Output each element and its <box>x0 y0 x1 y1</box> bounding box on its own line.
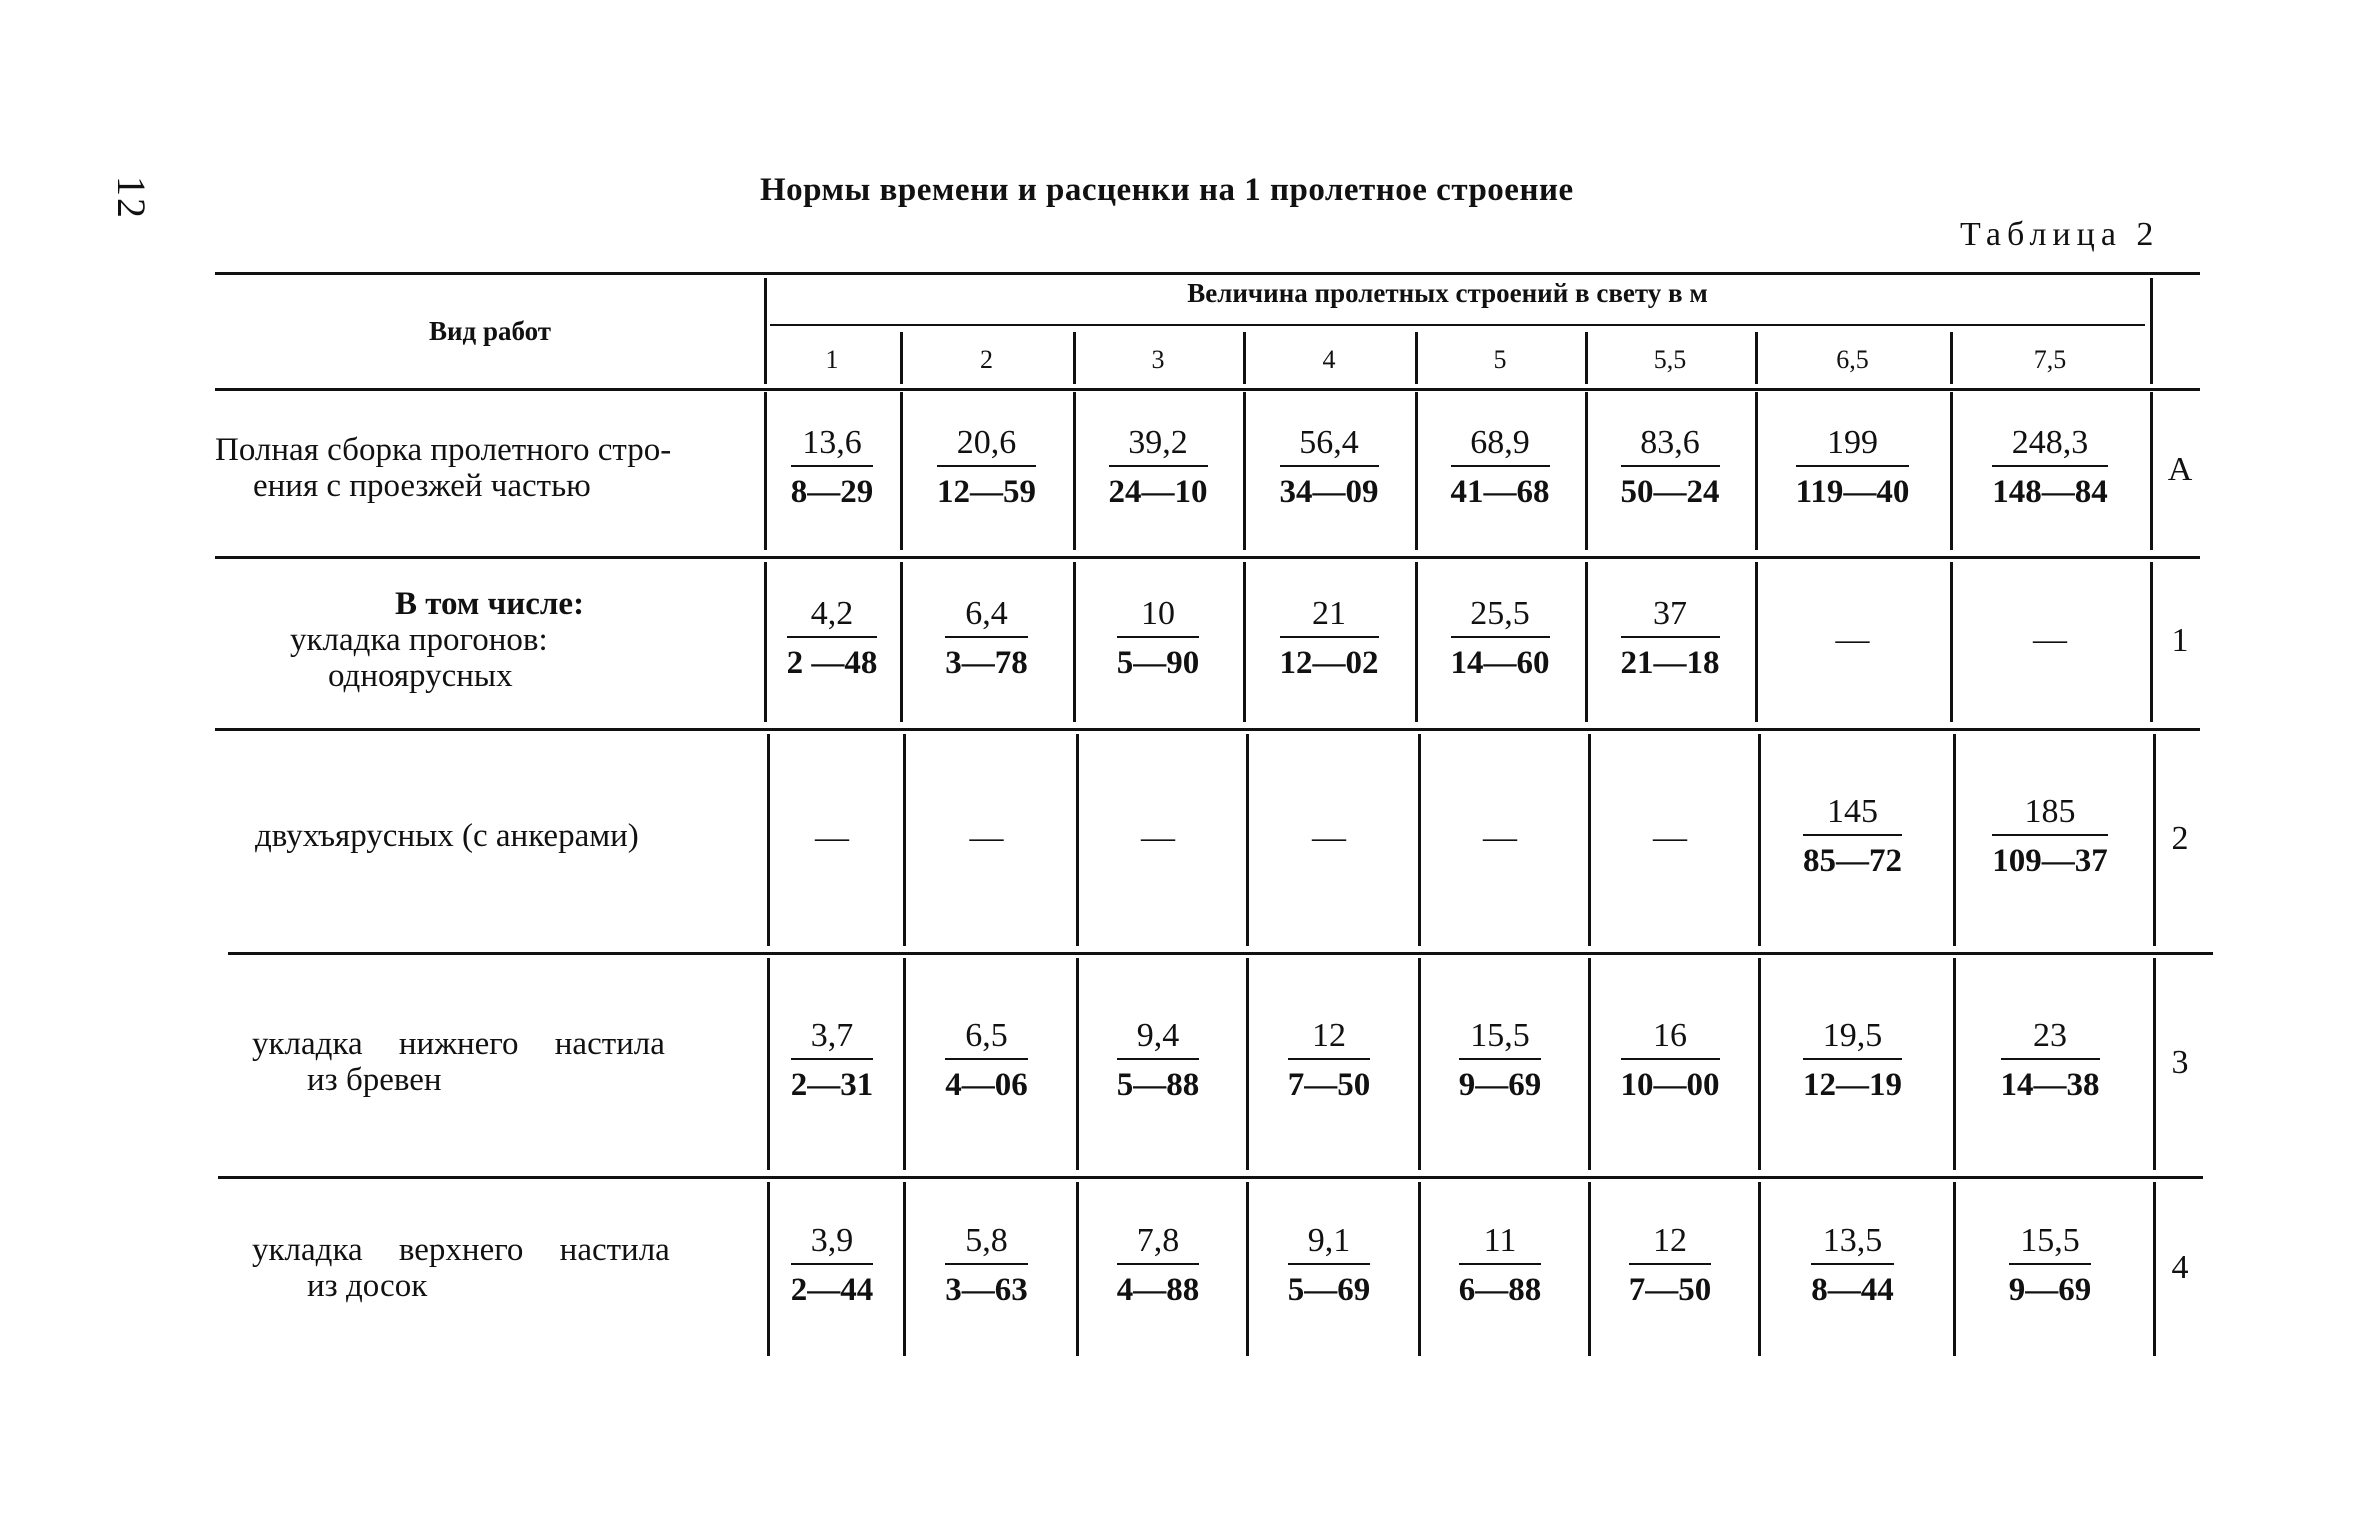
header-work-type: Вид работ <box>428 316 552 346</box>
table-cell <box>1415 818 1585 858</box>
col-divider <box>2150 562 2153 722</box>
norm-fraction <box>1803 1014 1902 1110</box>
table-cell <box>1950 1014 2150 1110</box>
row-label-line: одноярусных <box>328 658 513 694</box>
price-rate: 9—69 <box>1458 1067 1542 1103</box>
price-rate: 85—72 <box>1803 843 1902 879</box>
time-norm: 4,2 <box>787 592 878 638</box>
norm-fraction <box>2001 1014 2100 1110</box>
col-divider <box>1585 332 1588 384</box>
norm-fraction <box>791 421 874 517</box>
col-divider <box>1073 332 1076 384</box>
norm-fraction <box>2009 1219 2092 1315</box>
time-norm: 6,5 <box>945 1014 1028 1060</box>
col-divider <box>2150 278 2153 384</box>
table-cell <box>764 1219 900 1315</box>
table-cell <box>1950 790 2150 886</box>
price-rate: 12—19 <box>1803 1067 1902 1103</box>
row-label <box>252 1232 740 1304</box>
price-rate: 7—50 <box>1287 1067 1371 1103</box>
table-cell <box>1243 1219 1415 1315</box>
time-norm: 11 <box>1459 1219 1542 1265</box>
norm-fraction <box>1621 421 1720 517</box>
time-norm: 16 <box>1621 1014 1720 1060</box>
col-divider <box>1243 332 1246 384</box>
price-rate: 3—63 <box>945 1272 1028 1308</box>
norm-fraction <box>1621 1014 1720 1110</box>
table-cell <box>1243 818 1415 858</box>
table-cell <box>764 421 900 517</box>
time-norm: 5,8 <box>945 1219 1028 1265</box>
row-separator <box>215 556 2200 559</box>
price-rate: 41—68 <box>1450 474 1550 510</box>
time-norm: 12 <box>1288 1014 1371 1060</box>
norm-fraction <box>1992 790 2108 886</box>
empty-dash: — <box>1141 819 1175 856</box>
column-header: 2 <box>980 345 993 374</box>
empty-dash: — <box>969 819 1004 856</box>
row-label-line: из досок <box>307 1268 428 1304</box>
column-header: 5,5 <box>1653 345 1687 374</box>
table-cell <box>1415 592 1585 688</box>
empty-dash: — <box>1835 621 1870 658</box>
time-norm: 6,4 <box>945 592 1028 638</box>
price-rate: 12—02 <box>1279 645 1379 681</box>
column-header: 4 <box>1322 345 1336 374</box>
row-code: А <box>2167 451 2193 488</box>
table-cell <box>1755 1219 1950 1315</box>
time-norm: 7,8 <box>1117 1219 1200 1265</box>
page-title: Нормы времени и расценки на 1 пролетное строение <box>760 172 1574 208</box>
table-cell <box>900 1219 1073 1315</box>
header-group-rule <box>770 324 2145 326</box>
header-span-group: Величина пролетных строений в свету в м <box>1187 278 1708 308</box>
norm-fraction <box>937 421 1036 517</box>
price-rate: 9—69 <box>2008 1272 2092 1308</box>
price-rate: 14—38 <box>2000 1067 2100 1103</box>
table-cell <box>1415 421 1585 517</box>
table-cell <box>1415 1014 1585 1110</box>
col-divider <box>2153 958 2156 1170</box>
column-header: 3 <box>1151 345 1165 374</box>
time-norm: 13,5 <box>1811 1219 1894 1265</box>
page-number: 12 <box>109 176 154 220</box>
row-label-line: из бревен <box>307 1062 442 1098</box>
norm-fraction <box>791 1014 874 1110</box>
norm-fraction <box>1117 592 1200 688</box>
time-norm: 15,5 <box>1459 1014 1542 1060</box>
price-rate: 3—78 <box>945 645 1028 681</box>
norm-fraction <box>1459 1014 1542 1110</box>
time-norm: 3,7 <box>791 1014 874 1060</box>
time-norm: 20,6 <box>937 421 1036 467</box>
price-rate: 2—44 <box>790 1272 874 1308</box>
row-label <box>215 432 755 504</box>
price-rate: 24—10 <box>1108 474 1208 510</box>
norm-fraction <box>1796 421 1910 517</box>
price-rate: 119—40 <box>1795 474 1910 510</box>
table-cell <box>1755 790 1950 886</box>
empty-dash: — <box>1483 819 1517 856</box>
table-cell <box>1585 592 1755 688</box>
price-rate: 148—84 <box>1992 474 2108 510</box>
price-rate: 12—59 <box>937 474 1036 510</box>
price-rate: 6—88 <box>1458 1272 1542 1308</box>
table-cell <box>1073 1014 1243 1110</box>
price-rate: 14—60 <box>1450 645 1550 681</box>
time-norm: 83,6 <box>1621 421 1720 467</box>
price-rate: 5—90 <box>1116 645 1200 681</box>
table-cell <box>1243 1014 1415 1110</box>
row-label-line: укладка прогонов: <box>290 622 548 658</box>
norm-fraction <box>945 592 1028 688</box>
table-cell <box>764 818 900 858</box>
norm-fraction <box>1117 1219 1200 1315</box>
price-rate: 2—31 <box>790 1067 874 1103</box>
table-cell <box>900 421 1073 517</box>
norm-fraction <box>1811 1219 1894 1315</box>
norm-fraction <box>791 1219 874 1315</box>
time-norm: 248,3 <box>1992 421 2108 467</box>
price-rate: 50—24 <box>1620 474 1720 510</box>
col-divider <box>900 332 903 384</box>
col-divider <box>1755 332 1758 384</box>
time-norm: 56,4 <box>1280 421 1379 467</box>
column-header: 7,5 <box>2033 345 2067 374</box>
norm-fraction <box>1629 1219 1712 1315</box>
empty-dash: — <box>1312 819 1346 856</box>
price-rate: 10—00 <box>1620 1067 1720 1103</box>
norm-fraction <box>1288 1219 1371 1315</box>
row-label-line: Полная сборка пролетного стро- <box>215 432 672 468</box>
table-cell <box>1073 421 1243 517</box>
norm-fraction <box>1459 1219 1542 1315</box>
col-divider <box>1950 332 1953 384</box>
time-norm: 145 <box>1803 790 1902 836</box>
table-label: Таблица 2 <box>1960 216 2160 253</box>
norm-fraction <box>1621 592 1720 688</box>
price-rate: 109—37 <box>1992 843 2108 879</box>
price-rate: 5—88 <box>1116 1067 1200 1103</box>
norm-fraction <box>945 1219 1028 1315</box>
time-norm: 10 <box>1117 592 1200 638</box>
table-cell <box>1243 592 1415 688</box>
table-cell <box>1950 620 2150 660</box>
table-cell <box>900 818 1073 858</box>
price-rate: 8—29 <box>790 474 874 510</box>
time-norm: 39,2 <box>1109 421 1208 467</box>
time-norm: 3,9 <box>791 1219 874 1265</box>
table-cell <box>1585 818 1755 858</box>
row-separator <box>228 952 2213 955</box>
column-header: 5 <box>1493 345 1507 374</box>
row-code: 3 <box>2171 1044 2189 1081</box>
empty-dash: — <box>815 819 849 856</box>
norm-fraction <box>1280 592 1379 688</box>
norm-fraction <box>1451 421 1550 517</box>
row-separator <box>218 1176 2203 1179</box>
time-norm: 13,6 <box>791 421 874 467</box>
price-rate: 34—09 <box>1279 474 1379 510</box>
time-norm: 23 <box>2001 1014 2100 1060</box>
norm-fraction <box>1803 790 1902 886</box>
price-rate: 5—69 <box>1287 1272 1371 1308</box>
price-rate: 8—44 <box>1811 1272 1894 1308</box>
price-rate: 2 —48 <box>786 645 878 681</box>
norm-fraction <box>1451 592 1550 688</box>
table-cell <box>900 592 1073 688</box>
table-cell <box>1415 1219 1585 1315</box>
time-norm: 185 <box>1992 790 2108 836</box>
norm-fraction <box>787 592 878 688</box>
row-label <box>252 1026 740 1098</box>
table-cell <box>900 1014 1073 1110</box>
price-rate: 4—88 <box>1116 1272 1200 1308</box>
col-divider <box>2150 392 2153 550</box>
row-code: 1 <box>2171 622 2189 659</box>
norm-fraction <box>1109 421 1208 517</box>
table-top-rule <box>215 272 2200 275</box>
row-label-line: укладка верхнего настила <box>252 1232 670 1268</box>
norm-fraction <box>945 1014 1028 1110</box>
row-label <box>260 586 730 694</box>
table-cell <box>1073 818 1243 858</box>
table-cell <box>1585 421 1755 517</box>
table-cell <box>764 592 900 688</box>
table-cell <box>1950 1219 2150 1315</box>
table-cell <box>1950 421 2150 517</box>
table-cell <box>1243 421 1415 517</box>
row-label-line: В том числе: <box>395 586 585 622</box>
col-divider <box>1415 332 1418 384</box>
row-label-line: ения с проезжей частью <box>253 468 591 504</box>
table-cell <box>1755 421 1950 517</box>
price-rate: 7—50 <box>1628 1272 1712 1308</box>
table-cell <box>1073 592 1243 688</box>
norm-fraction <box>1117 1014 1200 1110</box>
table-cell <box>1073 1219 1243 1315</box>
row-code: 2 <box>2171 820 2189 857</box>
table-cell <box>1755 620 1950 660</box>
time-norm: 68,9 <box>1451 421 1550 467</box>
time-norm: 199 <box>1796 421 1910 467</box>
empty-dash: — <box>1653 819 1687 856</box>
time-norm: 9,4 <box>1117 1014 1200 1060</box>
time-norm: 21 <box>1280 592 1379 638</box>
price-rate: 4—06 <box>945 1067 1028 1103</box>
empty-dash: — <box>2033 621 2067 658</box>
price-rate: 21—18 <box>1620 645 1720 681</box>
time-norm: 19,5 <box>1803 1014 1902 1060</box>
header-bottom-rule <box>215 388 2200 391</box>
row-label-line: укладка нижнего настила <box>252 1026 665 1062</box>
row-code: 4 <box>2171 1249 2189 1286</box>
time-norm: 15,5 <box>2009 1219 2092 1265</box>
norm-fraction <box>1280 421 1379 517</box>
time-norm: 25,5 <box>1451 592 1550 638</box>
norm-fraction <box>1288 1014 1371 1110</box>
time-norm: 12 <box>1629 1219 1712 1265</box>
column-header: 1 <box>825 345 839 374</box>
column-header: 6,5 <box>1836 345 1869 374</box>
row-separator <box>215 728 2200 731</box>
time-norm: 9,1 <box>1288 1219 1371 1265</box>
row-label <box>255 818 725 854</box>
table-cell <box>1585 1219 1755 1315</box>
time-norm: 37 <box>1621 592 1720 638</box>
col-divider <box>2153 1182 2156 1356</box>
norm-fraction <box>1992 421 2108 517</box>
row-label-line: двухъярусных (с анкерами) <box>255 818 639 854</box>
table-cell <box>764 1014 900 1110</box>
table-cell <box>1755 1014 1950 1110</box>
col-divider <box>2153 734 2156 946</box>
table-cell <box>1585 1014 1755 1110</box>
